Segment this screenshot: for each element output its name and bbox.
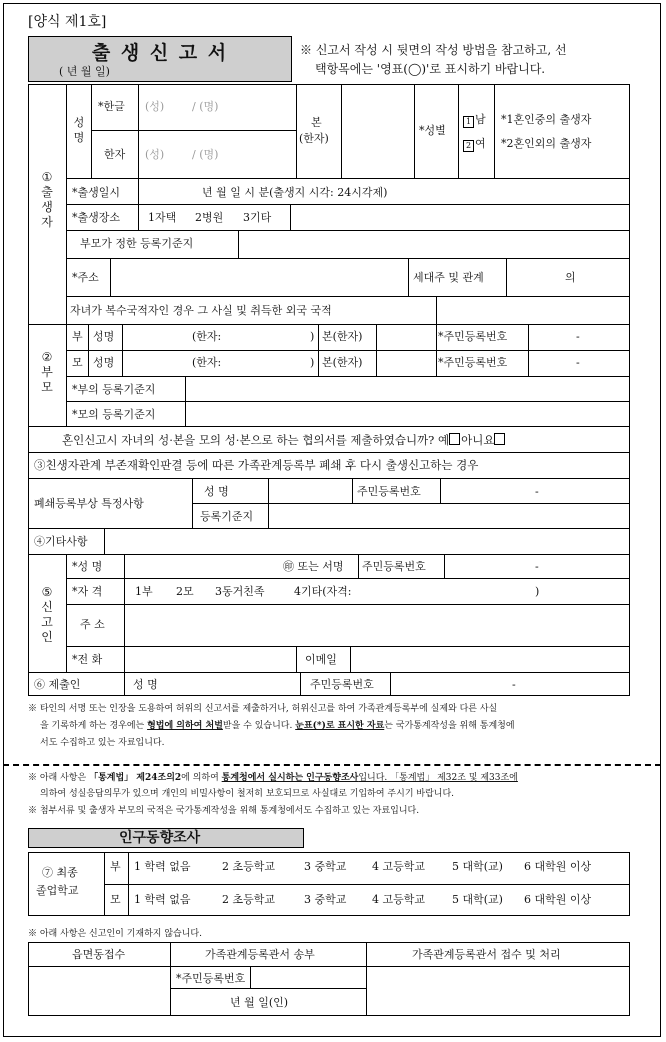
submitter-rrn-dash[interactable]: - [512, 678, 516, 691]
wedlock-out-option[interactable]: *2혼인외의 출생자 [501, 137, 592, 150]
reporter-rrn-label: 주민등록번호 [362, 560, 426, 573]
title-date: ( 년 월 일) [59, 65, 110, 78]
survey-title-box [28, 828, 304, 848]
section3-label: ③친생자관계 부존재확인판결 등에 따른 가족관계등록부 폐쇄 후 다시 출생신고하는 경우 [34, 458, 479, 472]
edu-mother-options [134, 893, 630, 907]
father-edu-option[interactable]: 4 고등학교 [372, 860, 425, 873]
s1-name-label: 성 명 [73, 116, 85, 144]
office-rrn-label: *주민등록번호 [176, 972, 246, 985]
section1-label: ① 출 생 자 [41, 170, 53, 229]
qual-cohabiting[interactable]: 3동거친족 [215, 585, 265, 598]
submitter-name-label: 성 명 [133, 678, 158, 691]
birth-date-label: *출생일시 [72, 186, 121, 199]
office-note: ※ 아래 사항은 신고인이 기재하지 않습니다. [28, 929, 202, 939]
seal-or-sign[interactable]: ㊞ 또는 서명 [283, 560, 344, 573]
hanja-surname[interactable]: (성) [145, 148, 165, 161]
hangul-given[interactable]: / (명) [192, 100, 219, 113]
father-hanja[interactable]: (한자: [192, 330, 222, 343]
edu-father: 부 [110, 860, 121, 873]
office-col-2: 가족관계등록관서 송부 [205, 948, 315, 961]
cut-line [3, 764, 661, 766]
survey-title: 인구동향조사 [119, 830, 201, 846]
father-edu-option[interactable]: 2 초등학교 [222, 860, 275, 873]
father-reg-label: *부의 등록기준지 [72, 383, 156, 396]
qual-mother[interactable]: 2모 [176, 585, 194, 598]
father-edu-option[interactable]: 1 학력 없음 [134, 860, 191, 873]
warning-line3: 서도 수집하고 있는 자료입니다. [40, 738, 165, 748]
father-bon: 본(한자) [322, 330, 363, 343]
title-box [28, 36, 292, 82]
surname-agreement[interactable]: 혼인신고시 자녀의 성·본을 모의 성·본으로 하는 협의서를 제출하였습니까? 예 아니요 [62, 433, 506, 447]
hanja-given[interactable]: / (명) [192, 148, 219, 161]
form-number: [양식 제1호] [28, 14, 107, 30]
edu-mother: 모 [110, 893, 121, 906]
warning-line1: ※ 타인의 서명 또는 인장을 도용하여 허위의 신고서를 제출하거나, 허위신고를 하여 가족관계등록부에 실제와 다른 사실 [28, 704, 498, 714]
qual-father[interactable]: 1부 [135, 585, 153, 598]
mother-edu-option[interactable]: 2 초등학교 [222, 893, 275, 906]
section4-label: ④기타사항 [34, 535, 88, 548]
stat-notice-line1: ※ 아래 사항은 「통계법」 제24조의2에 의하여 통계청에서 실시하는 인구동향조사입니다. 「통계법」 제32조 및 제33조에 [28, 773, 518, 783]
gender-label: *성별 [419, 124, 446, 137]
mother-edu-option[interactable]: 1 학력 없음 [134, 893, 191, 906]
father-name-label: 성명 [93, 330, 115, 343]
gender-male[interactable]: 1 남 [463, 113, 486, 128]
qual-other-close: ) [535, 585, 540, 598]
office-col-3: 가족관계등록관서 접수 및 처리 [412, 948, 561, 961]
father-edu-option[interactable]: 3 중학교 [304, 860, 347, 873]
stat-notice-line2: 의하여 성실응답의무가 있으며 개인의 비밀사항이 철저히 보호되므로 사실대로 기입하여 주시기 바랍니다. [40, 789, 455, 799]
father-rrn-dash[interactable]: - [576, 330, 580, 343]
s3-rrn-label: 주민등록번호 [357, 485, 421, 498]
notice-line1: ※ 신고서 작성 시 뒷면의 작성 방법을 참고하고, 선 [300, 43, 567, 57]
wedlock-in-option[interactable]: *1혼인중의 출생자 [501, 113, 592, 126]
dual-nationality-label: 자녀가 복수국적자인 경우 그 사실 및 취득한 외국 국적 [70, 304, 332, 317]
office-date: 년 월 일(인) [230, 996, 289, 1009]
father-label: 부 [72, 330, 83, 343]
father-edu-option[interactable]: 6 대학원 이상 [524, 860, 592, 873]
section2-label: ② 부 모 [41, 350, 53, 394]
edu-father-options [134, 860, 630, 874]
bon-hanja-label: (한자) [299, 132, 329, 145]
office-col-1: 읍면동접수 [72, 948, 126, 961]
s3-name-label: 성 명 [204, 485, 229, 498]
mother-name-label: 성명 [93, 356, 115, 369]
form-title: 출 생 신 고 서 [91, 42, 229, 64]
reporter-rrn-dash[interactable]: - [535, 560, 539, 573]
mother-edu-option[interactable]: 5 대학(교) [452, 893, 503, 906]
qual-other[interactable]: 4기타(자격: [294, 585, 352, 598]
reporter-name-label: *성 명 [72, 560, 103, 573]
mother-edu-option[interactable]: 6 대학원 이상 [524, 893, 592, 906]
mother-hanja[interactable]: (한자: [192, 356, 222, 369]
edu-label-1: ⑦ 최종 [42, 866, 78, 879]
place-other[interactable]: 3기타 [243, 211, 272, 224]
warning-line2: 을 기록하게 하는 경우에는 형법에 의하여 처벌받을 수 있습니다. 눈표(*)로 표시한 자료는 국가통계작성을 위해 통계청에 [40, 721, 515, 731]
reg-base-label: 부모가 정한 등록기준지 [80, 237, 194, 250]
section6-label: ⑥ 제출인 [34, 678, 81, 691]
stat-notice-line3: ※ 첨부서류 및 출생자 부모의 국적은 국가통계작성을 위해 통계청에서도 수집하고 있는 자료입니다. [28, 806, 420, 816]
householder-of: 의 [565, 271, 576, 284]
mother-bon: 본(한자) [322, 356, 363, 369]
closed-register-label: 폐쇄등록부상 특정사항 [34, 497, 144, 510]
mother-label: 모 [72, 356, 83, 369]
s3-rrn-dash[interactable]: - [535, 485, 539, 498]
hangul-surname[interactable]: (성) [145, 100, 165, 113]
gender-female[interactable]: 2 여 [463, 137, 486, 152]
email-label: 이메일 [305, 653, 337, 666]
birth-place-label: *출생장소 [72, 211, 121, 224]
hanja-label: 한자 [104, 148, 126, 161]
father-rrn-label: *주민등록번호 [438, 330, 508, 343]
phone-label: *전 화 [72, 653, 103, 666]
mother-rrn-label: *주민등록번호 [438, 356, 508, 369]
mother-edu-option[interactable]: 3 중학교 [304, 893, 347, 906]
birth-date-value[interactable]: 년 월 일 시 분(출생지 시각: 24시각제) [202, 186, 388, 199]
place-hospital[interactable]: 2병원 [195, 211, 224, 224]
mother-hanja-close: ) [310, 356, 315, 369]
notice-line2: 택항목에는 '영표(◯)'로 표시하기 바랍니다. [315, 62, 546, 76]
submitter-rrn-label: 주민등록번호 [310, 678, 374, 691]
mother-edu-option[interactable]: 4 고등학교 [372, 893, 425, 906]
address-label: *주소 [72, 271, 99, 284]
mother-rrn-dash[interactable]: - [576, 356, 580, 369]
place-home[interactable]: 1자택 [148, 211, 177, 224]
hangul-label: *한글 [98, 100, 125, 113]
qualification-label: *자 격 [72, 585, 103, 598]
bon-label: 본 [311, 116, 322, 129]
reporter-address-label: 주 소 [80, 618, 105, 631]
father-edu-option[interactable]: 5 대학(교) [452, 860, 503, 873]
mother-reg-label: *모의 등록기준지 [72, 408, 156, 421]
s3-reg-base-label: 등록기준지 [200, 510, 254, 523]
section5-label: ⑤ 신 고 인 [41, 585, 53, 644]
father-hanja-close: ) [310, 330, 315, 343]
householder-label: 세대주 및 관계 [413, 271, 484, 284]
edu-label-2: 졸업학교 [36, 884, 79, 897]
